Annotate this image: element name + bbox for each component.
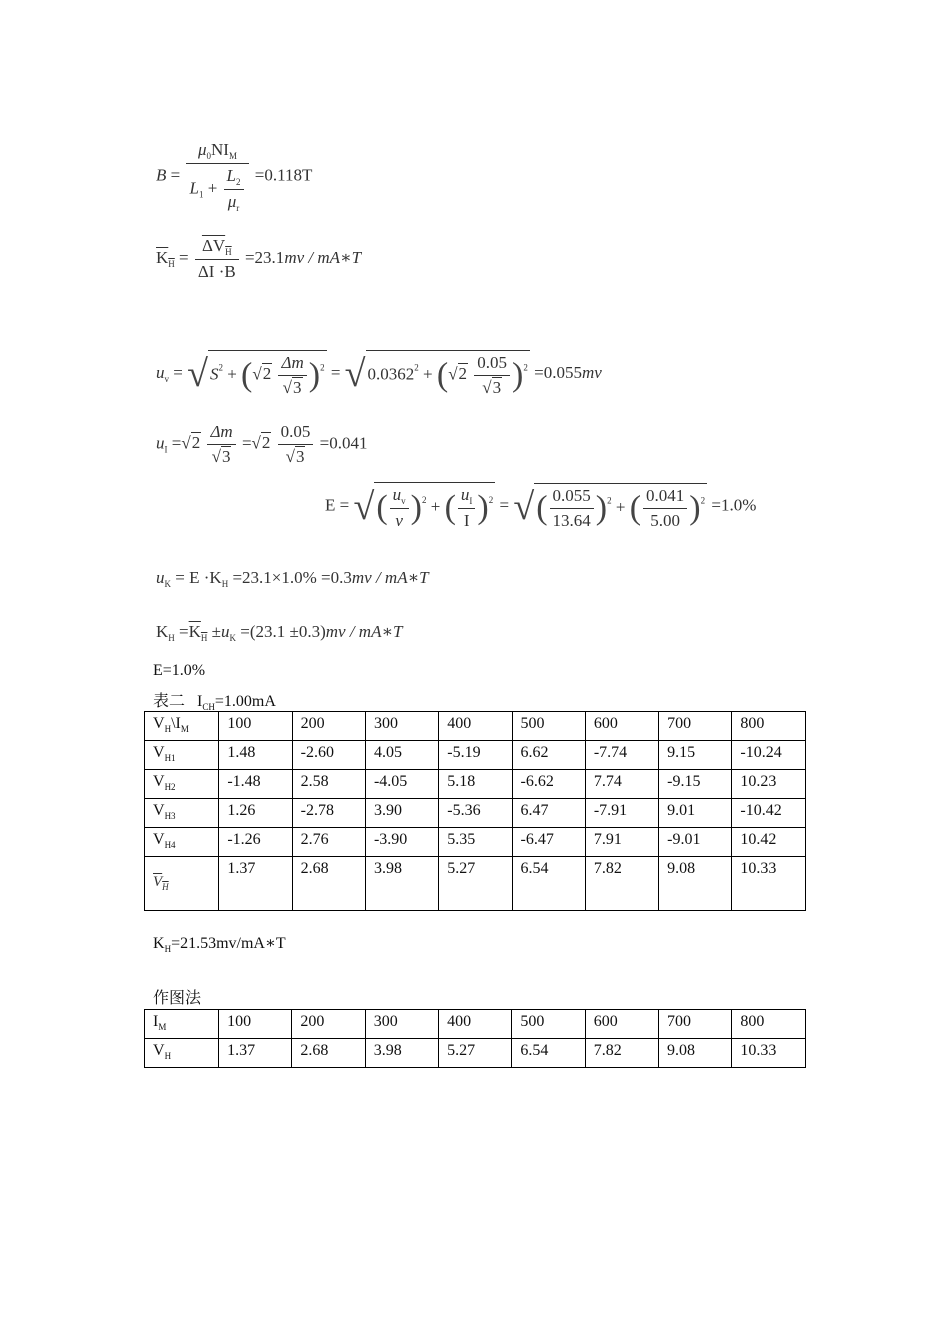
- right-paren: ): [477, 489, 489, 526]
- u-subscript: I: [469, 496, 473, 506]
- table-cell: 5.27: [439, 857, 512, 911]
- table-cell: -10.42: [732, 799, 806, 828]
- table-cell: -1.26: [219, 828, 292, 857]
- l1-subscript: 1: [198, 189, 204, 200]
- table-cell: 9.01: [659, 799, 732, 828]
- table-cell: 10.23: [732, 770, 806, 799]
- eq-sign: =: [179, 247, 189, 267]
- uv-num: [390, 485, 409, 509]
- table-cell: 6.54: [512, 857, 585, 911]
- k-symbol: K: [209, 568, 222, 587]
- mur-symbol: μ: [227, 192, 237, 211]
- plus-minus: ±: [211, 622, 221, 641]
- right-paren: ): [689, 489, 701, 526]
- l2-numerator: [224, 166, 244, 190]
- value-0-0362: 0.0362: [367, 364, 415, 384]
- kh-k: K: [153, 935, 165, 952]
- header-cell: [145, 712, 219, 741]
- value-0-05: 0.05: [278, 422, 314, 445]
- table-cell: 5.27: [439, 1039, 512, 1068]
- formula-kh: [156, 622, 402, 643]
- radical-body: $S^2 + (√2$ $\frac{\Delta m}{√3}$ )$^2$: [208, 350, 327, 398]
- formula-uv: [156, 350, 602, 398]
- eq-sign: =: [330, 362, 341, 382]
- sqrt-2: 2: [261, 433, 271, 453]
- row-label-i: I: [153, 1013, 159, 1030]
- b-fraction: [186, 140, 248, 213]
- radical-sign: √: [344, 353, 366, 395]
- table-row: [145, 770, 806, 799]
- row-label-v: V: [153, 802, 165, 819]
- table-cell: 9.15: [659, 741, 732, 770]
- e-result: =1.0%: [711, 495, 757, 515]
- row-label-sub: H2: [164, 782, 176, 792]
- sqrt-3: 3: [221, 447, 231, 466]
- sqrt-3: 3: [293, 378, 302, 397]
- table1-caption: [153, 688, 276, 712]
- b-result: =0.118T: [254, 165, 313, 185]
- left-paren: (: [241, 356, 253, 394]
- ui-over-i: [458, 485, 476, 531]
- left-paren: (: [376, 489, 388, 526]
- k-symbol: K: [188, 622, 201, 641]
- uv-symbol: u: [156, 362, 165, 382]
- row-label: [145, 1010, 219, 1039]
- row-label-sub: H: [162, 882, 169, 892]
- e-radical-1: [353, 482, 495, 531]
- column-header: 600: [585, 712, 658, 741]
- table-cell: 500: [512, 1010, 585, 1039]
- graph-method-table: [144, 1009, 806, 1068]
- mean-v-symbol: [153, 874, 169, 892]
- ui-num: [458, 485, 476, 509]
- ui-value-fraction: [278, 422, 314, 467]
- k-symbol: K: [156, 247, 169, 267]
- kh-value: =21.53mv/mA∗T: [171, 935, 286, 952]
- u-symbol: u: [221, 622, 230, 641]
- delta-v-subscript: H: [225, 247, 232, 257]
- caption-value: =1.00mA: [214, 693, 276, 710]
- e-symbol: E: [189, 568, 200, 587]
- kh-bar-fraction: [195, 236, 239, 282]
- row-label-sub: M: [158, 1022, 167, 1032]
- table-cell: 3.98: [365, 1039, 438, 1068]
- k-bar: [189, 622, 208, 641]
- k-subscript: H: [200, 633, 208, 643]
- radical-body: ( $\frac{u_v}{v}$ )$^2$ + ( $\frac{u_I}{I}$ )$^2$: [374, 482, 495, 531]
- exponent-2: 2: [607, 494, 612, 505]
- e-symbol: E: [325, 495, 336, 515]
- value-sqrt3-fraction: [474, 353, 510, 398]
- left-paren: (: [536, 489, 548, 526]
- mur-denominator: [224, 190, 244, 213]
- eq-sign: =: [173, 362, 183, 382]
- exponent-2: 2: [414, 362, 419, 373]
- row-label-sub: H1: [164, 753, 176, 763]
- table-cell: -3.90: [365, 828, 438, 857]
- mu-symbol: μ: [197, 140, 207, 159]
- table-cell: 2.68: [292, 857, 365, 911]
- sqrt-2: 2: [262, 364, 272, 384]
- table-cell: 100: [219, 1010, 292, 1039]
- column-header: 400: [439, 712, 512, 741]
- sqrt3-den: √3: [282, 378, 302, 397]
- kh-bar-denominator: ΔI ·B: [197, 262, 236, 281]
- fraction-1: [550, 486, 594, 531]
- left-paren: (: [444, 489, 456, 526]
- table-cell: 9.08: [659, 1039, 732, 1068]
- e-radical-2: [513, 483, 707, 531]
- kh-value: (23.1 ±0.3): [249, 622, 326, 641]
- b-denominator: [186, 164, 248, 213]
- k-subscript: H: [221, 579, 229, 589]
- table-cell: -5.36: [439, 799, 512, 828]
- table-cell: 300: [365, 1010, 438, 1039]
- sqrt3-den: √3: [211, 447, 231, 466]
- uk-subscript: K: [164, 579, 171, 589]
- table-cell: -2.60: [292, 741, 365, 770]
- table-cell: 9.08: [659, 857, 732, 911]
- column-header: 800: [732, 712, 806, 741]
- row-label: [145, 741, 219, 770]
- table-cell: 2.58: [292, 770, 365, 799]
- row-label: [145, 770, 219, 799]
- sqrt-3: 3: [492, 378, 502, 397]
- uk-mid: =23.1×1.0%: [232, 568, 317, 587]
- left-paren: (: [629, 489, 642, 526]
- numerator-1: 0.055: [550, 486, 594, 509]
- formula-kh-bar: [156, 236, 361, 282]
- table-cell: 2.68: [292, 1039, 365, 1068]
- uk-unit: mv / mA∗T: [351, 568, 429, 587]
- k-subscript: H: [168, 258, 175, 269]
- l1-symbol: L: [189, 178, 199, 198]
- sqrt-2: 2: [458, 364, 468, 384]
- table-cell: 7.91: [585, 828, 658, 857]
- table-cell: 7.82: [585, 1039, 658, 1068]
- exponent-2: 2: [320, 362, 325, 373]
- column-header: 100: [219, 712, 292, 741]
- ui-symbol: u: [156, 433, 165, 453]
- header-v-sub: H: [164, 724, 172, 734]
- u-symbol: u: [460, 485, 470, 504]
- table-row: [145, 741, 806, 770]
- header-i: \I: [171, 715, 181, 732]
- kh-bar-result: =23.1: [244, 247, 285, 267]
- table-cell: -6.47: [512, 828, 585, 857]
- table-cell: 5.18: [439, 770, 512, 799]
- k-subscript: H: [168, 633, 175, 643]
- kh-result-line: [153, 933, 286, 954]
- table-cell: 10.33: [732, 857, 806, 911]
- row-label-sub: H: [164, 1051, 172, 1061]
- header-i-sub: M: [180, 724, 189, 734]
- ui-subscript: I: [164, 444, 168, 455]
- fraction-2: [643, 486, 687, 531]
- table-row: [145, 828, 806, 857]
- row-label-mean: [145, 857, 219, 911]
- b-lhs: B: [156, 165, 167, 185]
- kh-bar-lhs: [156, 248, 175, 267]
- plus-sign: +: [227, 364, 237, 384]
- radical-sign: √: [513, 485, 535, 528]
- table-header-row: [145, 712, 806, 741]
- uv-radical-1: [187, 350, 326, 398]
- u-subscript: K: [229, 633, 236, 643]
- plus-sign: +: [423, 364, 433, 384]
- right-paren: ): [308, 356, 321, 394]
- sqrt3-den: √3: [285, 447, 305, 466]
- uk-symbol: u: [156, 568, 165, 587]
- eq-sign: =: [179, 622, 189, 641]
- row-label-sub: H3: [164, 811, 176, 821]
- table-cell: -4.05: [365, 770, 438, 799]
- radical-sign: √: [353, 485, 375, 528]
- table-cell: 4.05: [365, 741, 438, 770]
- kh-sub: H: [164, 944, 172, 954]
- table-row-mean: [145, 857, 806, 911]
- exponent-2: 2: [422, 494, 427, 505]
- uv-radical-2: [345, 350, 530, 398]
- row-label-sub: H4: [164, 840, 176, 850]
- exponent-2: 2: [523, 362, 528, 373]
- header-v: V: [153, 715, 165, 732]
- table-cell: -2.78: [292, 799, 365, 828]
- kh-bar-unit: mv / mA∗T: [284, 247, 362, 267]
- caption-i-subscript: CH: [202, 702, 215, 712]
- uv-subscript: v: [164, 373, 169, 384]
- ui-dm-fraction: [207, 422, 235, 467]
- table-cell: -7.91: [585, 799, 658, 828]
- delta-m: Δm: [278, 353, 306, 376]
- table-cell: 6.47: [512, 799, 585, 828]
- table-cell: 1.37: [219, 1039, 292, 1068]
- numerator-2: 0.041: [643, 486, 687, 509]
- uv-result: =0.055: [534, 362, 582, 382]
- eq-sign: =: [175, 568, 185, 587]
- left-paren: (: [436, 356, 449, 394]
- right-paren: ): [595, 489, 608, 526]
- l2-mur-fraction: [224, 166, 244, 213]
- sqrt3-den: √3: [482, 378, 502, 397]
- s-symbol: S: [209, 364, 219, 384]
- row-label-v: V: [153, 773, 165, 790]
- s-exponent: 2: [218, 362, 223, 373]
- table-cell: 2.76: [292, 828, 365, 857]
- l2-symbol: L: [226, 166, 237, 185]
- table-cell: -9.15: [659, 770, 732, 799]
- denominator-2: 5.00: [650, 510, 681, 530]
- uv-unit: mv: [581, 362, 602, 382]
- ni-text: NI: [211, 140, 229, 159]
- sqrt-2: 2: [191, 433, 201, 453]
- e-line: E=1.0%: [153, 662, 206, 679]
- radical-body: 0.0362$^2$ + (√2 $\frac{0.05}{√3}$ )$^2$: [366, 350, 530, 398]
- graph-method-heading: 作图法: [153, 990, 202, 1007]
- row-label: [145, 828, 219, 857]
- l2-subscript: 2: [236, 177, 241, 187]
- k-symbol: K: [156, 622, 169, 641]
- ni-subscript: M: [228, 151, 237, 161]
- table-cell: 6.54: [512, 1039, 585, 1068]
- value-0-05: 0.05: [474, 353, 510, 376]
- table-cell: 10.42: [732, 828, 806, 857]
- table-cell: -9.01: [659, 828, 732, 857]
- table-cell: 10.33: [732, 1039, 806, 1068]
- eq-sign: =: [241, 433, 252, 453]
- formula-b: [156, 140, 312, 213]
- row-label-v: V: [153, 744, 165, 761]
- row-label-v: V: [153, 831, 165, 848]
- table-cell: 1.26: [219, 799, 292, 828]
- column-header: 200: [292, 712, 365, 741]
- exponent-2: 2: [700, 494, 706, 505]
- table-cell: 7.82: [585, 857, 658, 911]
- table-row: [145, 1010, 806, 1039]
- eq-sign: =: [240, 622, 250, 641]
- denominator-1: 13.64: [552, 510, 591, 530]
- formula-ui: $u_I =√2$ $\frac{\Delta m}{√3}$ =√2 $\frac{0.05}{√3}$ =0.041: [156, 422, 368, 466]
- column-header: 300: [365, 712, 438, 741]
- u-subscript: v: [401, 496, 406, 506]
- formula-e: [325, 482, 756, 531]
- delta-m: Δm: [207, 422, 235, 445]
- row-label: [145, 1039, 219, 1068]
- b-numerator: [186, 140, 248, 164]
- caption-i: I: [197, 693, 203, 710]
- kh-bar-numerator: [195, 236, 239, 260]
- uk-result: =0.3: [321, 568, 352, 587]
- table-cell: -10.24: [732, 741, 806, 770]
- table-cell: 1.48: [219, 741, 292, 770]
- formula-uk: $u_K = E \cdot K_H =23.1\times 1.0\% =0.3mv$ / mA∗T: [156, 568, 429, 589]
- ui-result: =0.041: [319, 433, 368, 453]
- table-cell: -6.62: [512, 770, 585, 799]
- table-row: [145, 1039, 806, 1068]
- table-cell: 7.74: [585, 770, 658, 799]
- radical-body: ( $\frac{0.055}{13.64}$ )$^2$ + ( $\frac{0.041}{5.00}$ )$^2$: [534, 483, 707, 531]
- v-symbol: v: [395, 511, 403, 530]
- table-cell: 800: [732, 1010, 806, 1039]
- row-label-v: V: [153, 1042, 165, 1059]
- table-cell: 3.90: [365, 799, 438, 828]
- uv-over-v: [390, 485, 409, 531]
- table-cell: -1.48: [219, 770, 292, 799]
- right-paren: ): [512, 356, 524, 394]
- u-symbol: u: [392, 485, 402, 504]
- right-paren: ): [410, 489, 422, 526]
- table-cell: -5.19: [439, 741, 512, 770]
- table-cell: 400: [439, 1010, 512, 1039]
- kh-unit: mv / mA∗T: [325, 622, 403, 641]
- sqrt-3: 3: [295, 447, 305, 466]
- hall-voltage-table: [144, 711, 806, 911]
- table-cell: 5.35: [439, 828, 512, 857]
- caption-prefix: 表二: [153, 693, 186, 710]
- row-label: [145, 799, 219, 828]
- table-cell: 200: [292, 1010, 365, 1039]
- eq-sign: =: [171, 433, 182, 453]
- radical-sign: √: [187, 353, 208, 395]
- table-cell: 6.62: [512, 741, 585, 770]
- delta-v: ΔV: [201, 236, 226, 255]
- plus-sign: +: [207, 178, 218, 198]
- column-header: 500: [512, 712, 585, 741]
- mur-subscript: r: [236, 203, 240, 213]
- eq-sign: =: [339, 495, 350, 515]
- eq-sign: =: [499, 495, 510, 515]
- i-symbol: I: [463, 511, 470, 530]
- table-row: [145, 799, 806, 828]
- column-header: 700: [659, 712, 732, 741]
- eq-sign: =: [170, 165, 181, 185]
- exponent-2: 2: [488, 494, 494, 505]
- table-cell: 1.37: [219, 857, 292, 911]
- dm-sqrt3-fraction: [278, 353, 306, 398]
- row-label-v: V: [153, 874, 163, 890]
- table-cell: 600: [585, 1010, 658, 1039]
- mu-subscript: 0: [206, 151, 212, 161]
- table-cell: 3.98: [365, 857, 438, 911]
- table-cell: -7.74: [585, 741, 658, 770]
- table-cell: 700: [659, 1010, 732, 1039]
